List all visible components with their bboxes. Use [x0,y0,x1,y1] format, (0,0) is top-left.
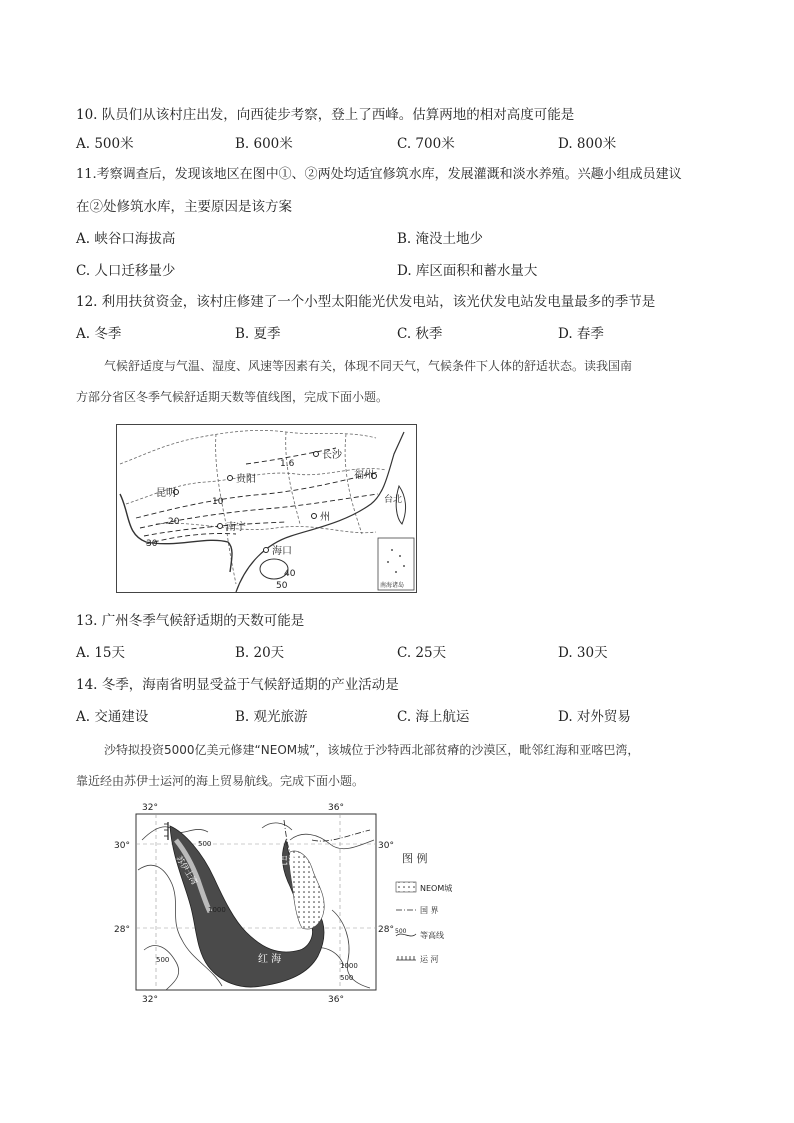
intro2-line1: 沙特拟投资5000亿美元修建“NEOM城”，该城位于沙特西北部贫瘠的沙漠区，毗邻红海和亚喀巴湾， [104,743,640,757]
q12-option-a[interactable]: A. 冬季 [76,326,122,342]
q14-option-a[interactable]: A. 交通建设 [76,709,149,725]
q10-option-c[interactable]: C. 700米 [397,136,455,152]
city-guangzhou-partial: 州 [320,512,330,523]
isoline-label-20: 20 [168,517,180,527]
city-changsha: 长沙 [322,450,342,461]
q13-option-d[interactable]: D. 30天 [558,645,608,661]
city-guiyang: 贵阳 [236,474,256,485]
intro1-line1: 气候舒适度与气温、湿度、风速等因素有关，体现不同天气，气候条件下人体的舒适状态。读我国南 [104,359,633,373]
neom-city-map [112,800,464,1004]
q12-option-d[interactable]: D. 春季 [558,326,604,342]
contour-label-500-c: 500 [340,974,354,982]
legend-neom: NEOM城 [420,884,453,893]
q14-option-c[interactable]: C. 海上航运 [397,709,470,725]
legend-contour-value: 500 [395,928,407,935]
isoline-label-30: 30 [146,539,158,549]
lat-label-28-right: 28° [378,925,394,935]
q10-option-d[interactable]: D. 800米 [558,136,617,152]
q11-option-b[interactable]: B. 淹没土地少 [397,231,484,247]
lat-label-28-left: 28° [114,925,130,935]
q10-option-a[interactable]: A. 500米 [76,136,134,152]
q11-stem-line2: 在②处修筑水库，主要原因是该方案 [76,199,292,215]
legend-contour: 等高线 [420,931,444,940]
label-gulf-of-suez: 苏伊士湾 [174,854,199,887]
lon-label-36-top: 36° [328,803,344,813]
q11-stem-line1: 11.考察调查后，发现该地区在图中①、②两处均适宜修筑水库，发展灌溉和淡水养殖。兴趣小组成员建议 [76,167,682,182]
q10-option-b[interactable]: B. 600米 [235,136,293,152]
lon-label-32-bottom: 32° [142,995,158,1004]
label-red-sea: 红 海 [258,954,282,965]
label-taipei: 台北 [384,495,403,505]
q12-option-c[interactable]: C. 秋季 [397,326,443,342]
city-kunming: 昆明 [156,488,176,499]
contour-label-500-a: 500 [198,840,212,848]
q10-stem: 10. 队员们从该村庄出发，向西徒步考察，登上了西峰。估算两地的相对高度可能是 [76,107,575,123]
lon-label-36-bottom: 36° [328,995,344,1004]
legend-border: 国 界 [420,906,439,915]
q14-option-d[interactable]: D. 对外贸易 [558,709,631,725]
q14-stem: 14. 冬季，海南省明显受益于气候舒适期的产业活动是 [76,677,399,693]
isoline-label-50: 50 [276,581,288,591]
q13-stem: 13. 广州冬季气候舒适期的天数可能是 [76,613,305,629]
legend-canal: 运 河 [420,955,439,964]
isoline-label-1-6: 1.6 [280,459,295,469]
intro2-line2: 靠近经由苏伊士运河的海上贸易航线。完成下面小题。 [76,774,365,788]
legend-title: 图 例 [402,852,428,865]
isoline-label-40: 40 [284,569,296,579]
contour-label-1000-a: 1000 [208,906,226,914]
contour-label-1000-b: 1000 [340,962,358,970]
q11-option-a[interactable]: A. 峡谷口海拔高 [76,231,176,247]
q12-option-b[interactable]: B. 夏季 [235,326,281,342]
lat-label-30-right: 30° [378,841,394,851]
q13-option-c[interactable]: C. 25天 [397,645,447,661]
isoline-label-10: 10 [212,497,224,507]
label-gulf-of-aqaba: 亚喀巴湾 [258,856,298,867]
q13-option-a[interactable]: A. 15天 [76,645,126,661]
q11-option-c[interactable]: C. 人口迁移量少 [76,263,176,279]
q13-option-b[interactable]: B. 20天 [235,645,285,661]
inset-label: 南海诸岛 [380,582,405,589]
lon-label-32-top: 32° [142,803,158,813]
city-fuzhou: 福州 [354,470,374,481]
map-legend [395,851,452,964]
south-china-comfort-map [116,424,418,594]
q11-option-d[interactable]: D. 库区面积和蓄水量大 [397,263,538,279]
q12-stem: 12. 利用扶贫资金，该村庄修建了一个小型太阳能光伏发电站，该光伏发电站发电量最多的季节是 [76,294,656,310]
lat-label-30-left: 30° [114,841,130,851]
city-nanning: 南宁 [226,522,246,533]
contour-label-500-b: 500 [156,956,170,964]
intro1-line2: 方部分省区冬季气候舒适期天数等值线图，完成下面小题。 [76,390,389,404]
q14-option-b[interactable]: B. 观光旅游 [235,709,308,725]
city-haikou: 海口 [272,546,292,557]
